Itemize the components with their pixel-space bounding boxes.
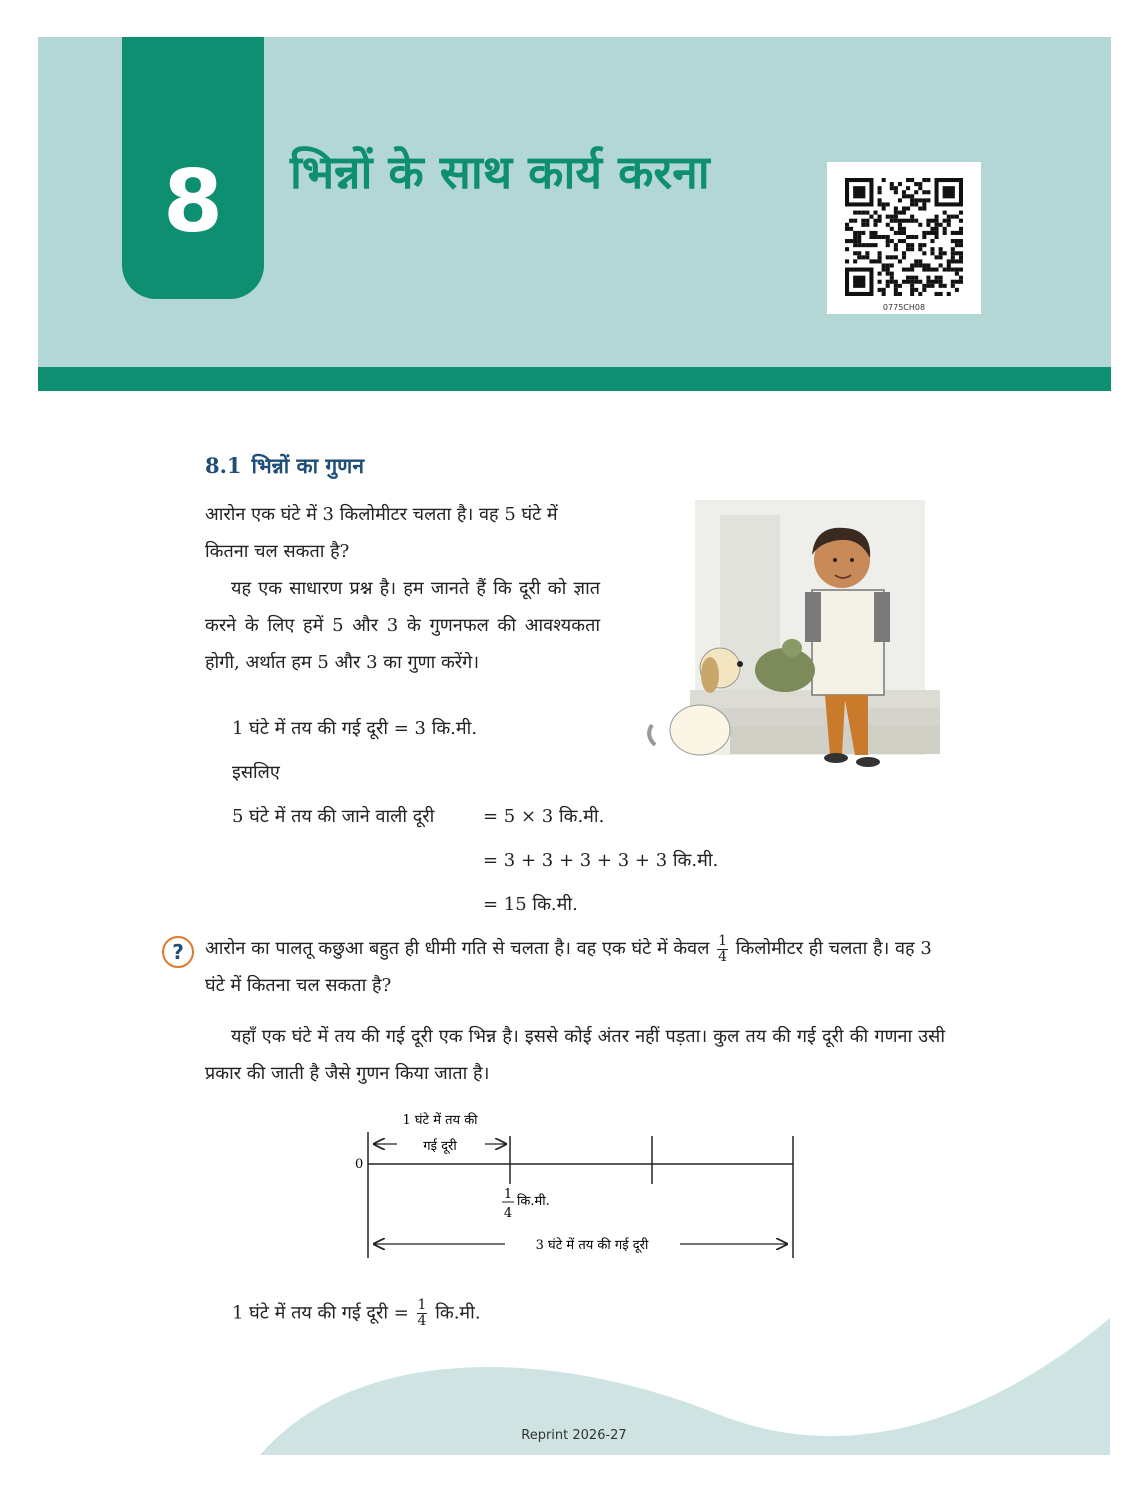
- final-unit: कि.मी.: [435, 1302, 481, 1324]
- therefore-line: इसलिए: [232, 762, 280, 783]
- section-heading: [205, 452, 374, 480]
- fraction-numerator: 1: [718, 932, 728, 949]
- chapter-title: भिन्नों के साथ कार्य करना: [290, 145, 710, 199]
- top-label-line-2: गई दूरी: [423, 1139, 457, 1154]
- final-denominator: 4: [417, 1313, 427, 1329]
- final-numerator: 1: [417, 1297, 427, 1313]
- number-line-diagram: [345, 1100, 805, 1265]
- chapter-number: 8: [122, 37, 264, 299]
- reprint-footer: Reprint 2026-27: [521, 1428, 627, 1443]
- tick-fraction-numerator: 1: [503, 1187, 513, 1202]
- explanation-paragraph: यह एक साधारण प्रश्न है। हम जानते हैं कि दूरी को ज्ञात करने के लिए हमें 5 और 3 के गुणनफल की आवश्यकता होगी, अर्थात हम 5 और 3 का गुणा करेंगे।: [205, 578, 600, 673]
- tick-unit-label: कि.मी.: [517, 1194, 550, 1209]
- qr-code-label: 0775CH08: [882, 303, 926, 312]
- zero-label: 0: [355, 1157, 364, 1172]
- header-divider-bar: [38, 367, 1111, 391]
- top-label-line-1: 1 घंटे में तय की: [402, 1113, 478, 1128]
- total-distance-label: 3 घंटे में तय की गई दूरी: [535, 1238, 649, 1253]
- calc-step-3: = 15 कि.मी.: [483, 894, 578, 915]
- distance-per-hour-line: 1 घंटे में तय की गई दूरी = 3 कि.मी.: [232, 718, 478, 739]
- calc-step-1: = 5 × 3 कि.मी.: [483, 806, 605, 827]
- calc-step-2: = 3 + 3 + 3 + 3 + 3 कि.मी.: [483, 850, 719, 871]
- fraction-denominator: 4: [718, 948, 728, 965]
- tick-fraction-denominator: 4: [503, 1206, 513, 1221]
- quarter-fraction: [717, 934, 728, 965]
- qr-code-icon: [845, 178, 963, 296]
- fraction-explanation-paragraph: यहाँ एक घंटे में तय की गई दूरी एक भिन्न है। इससे कोई अंतर नहीं पड़ता। कुल तय की गई दूरी की गणना उसी प्रकार की जाती है जैसे गुणन किया जाता है।: [205, 1026, 945, 1084]
- calc-label: 5 घंटे में तय की जाने वाली दूरी: [232, 806, 435, 827]
- section-number: 8.1: [205, 453, 242, 478]
- question-icon: ?: [162, 936, 194, 968]
- question-part-1: आरोन का पालतू कछुआ बहुत ही धीमी गति से चलता है। वह एक घंटे में केवल: [205, 938, 710, 959]
- question-text: [205, 930, 950, 1004]
- intro-paragraph: आरोन एक घंटे में 3 किलोमीटर चलता है। वह 5 घंटे में कितना चल सकता है?: [205, 504, 558, 562]
- qr-code[interactable]: [827, 162, 981, 314]
- section-title: भिन्नों का गुणन: [251, 453, 365, 478]
- boy-dog-tortoise-illustration: [640, 500, 950, 790]
- question-part-2: किलोमीटर ही चलता है। वह 3 घंटे में कितना चल सकता है?: [205, 938, 932, 996]
- final-label: 1 घंटे में तय की गई दूरी =: [232, 1302, 409, 1324]
